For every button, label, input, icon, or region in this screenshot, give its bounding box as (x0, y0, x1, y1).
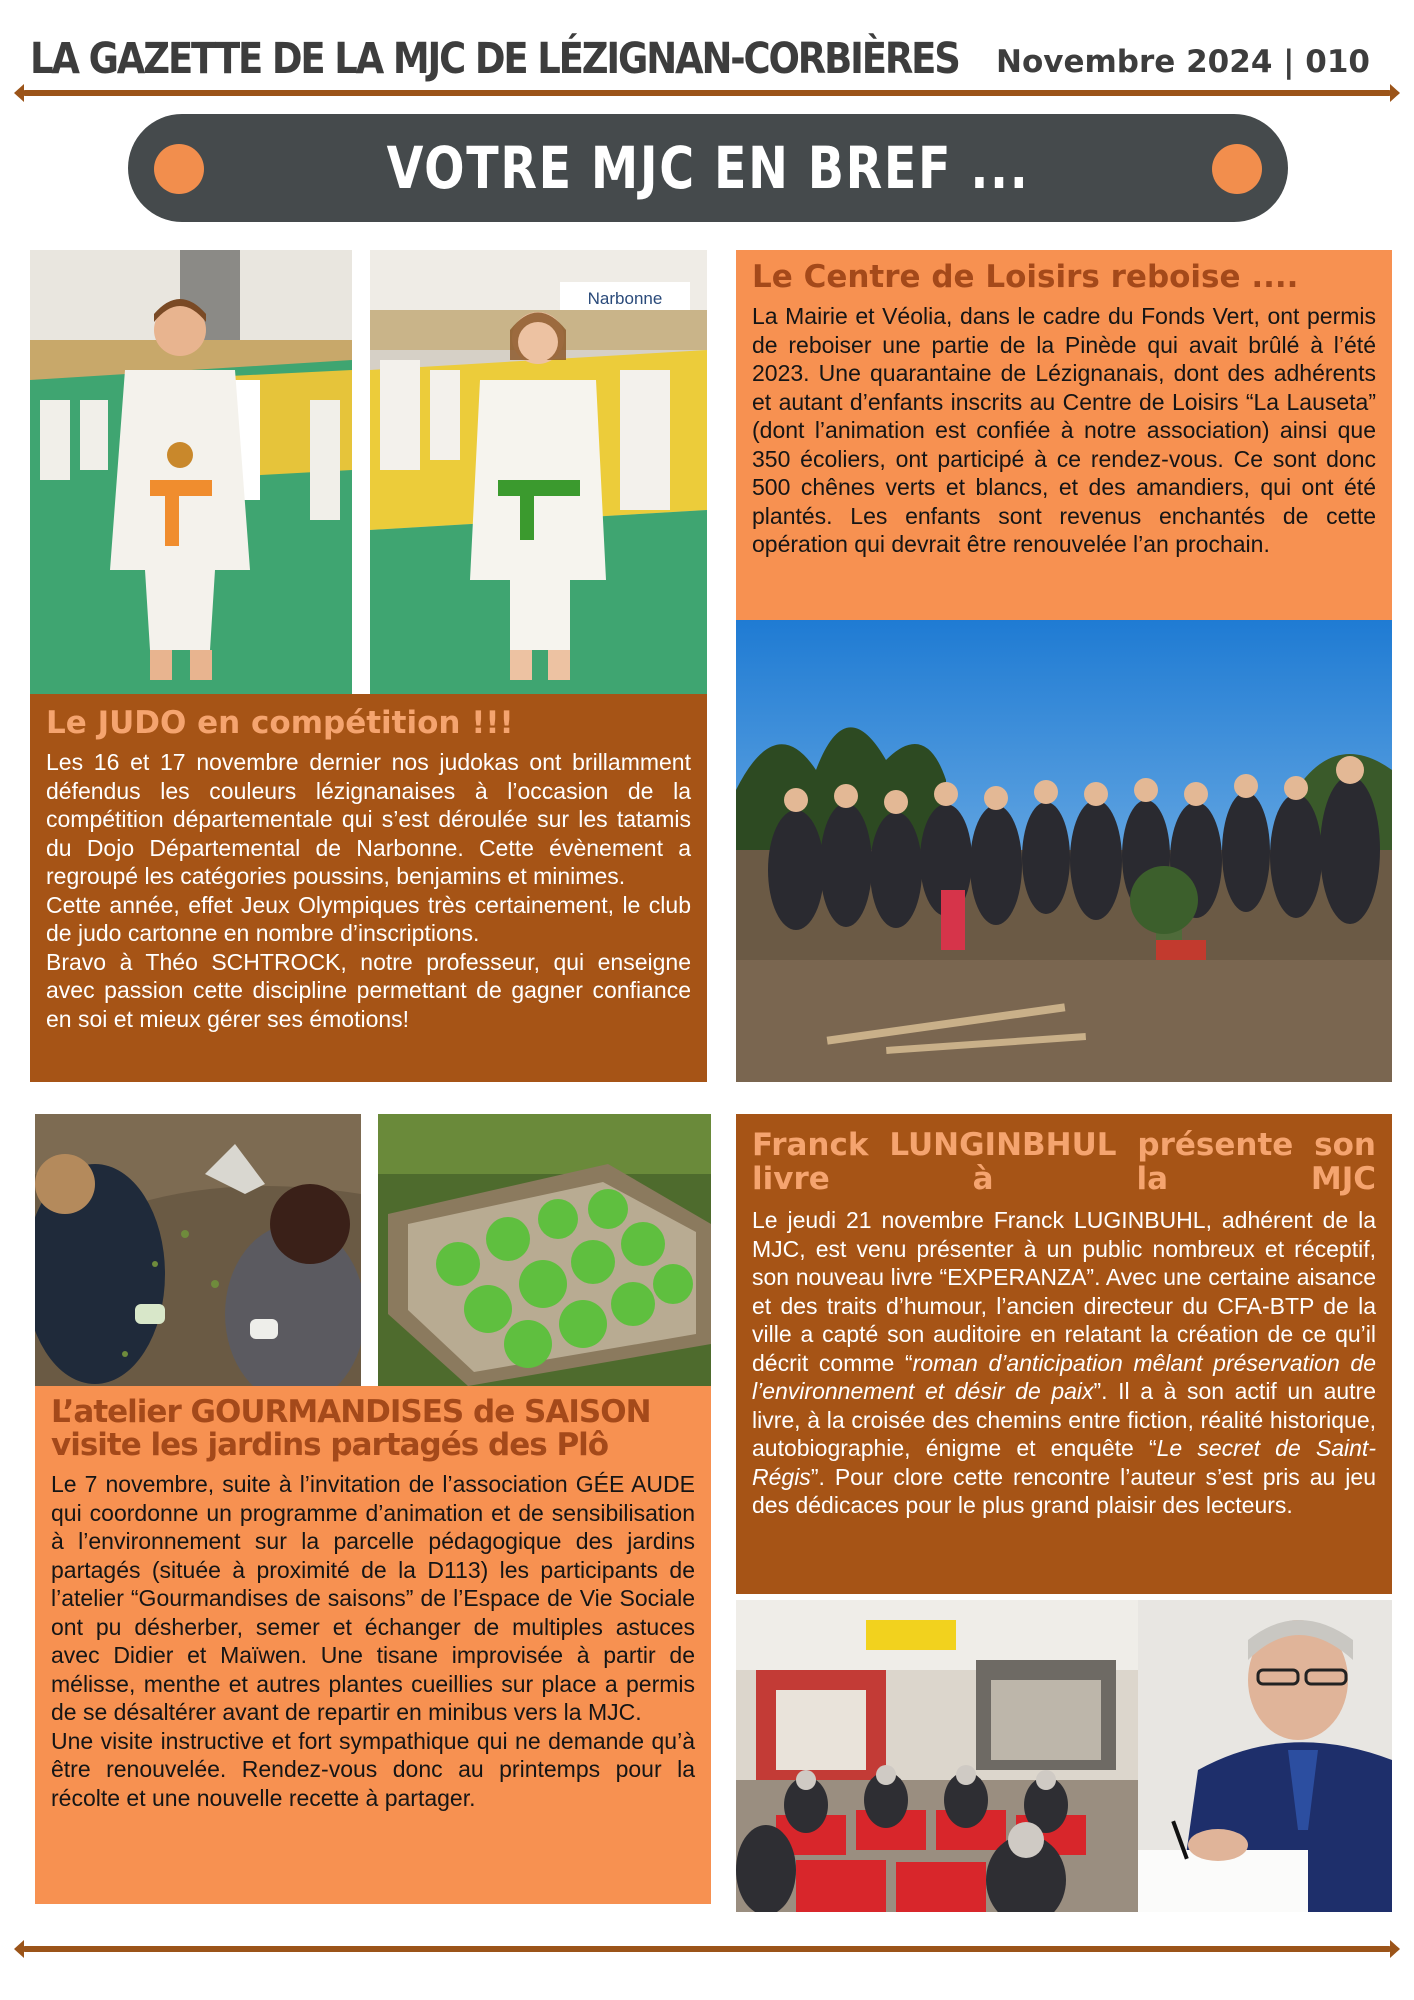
author-signing-photo (1138, 1600, 1392, 1912)
judo-paragraph: Bravo à Théo SCHTROCK, notre professeur, qui enseigne avec passion cette discipline permettant de gagner confiance en soi et mieux gérer ses émotions! (46, 948, 691, 1032)
book-presentation-audience-photo (736, 1600, 1138, 1912)
atelier-paragraph: Le 7 novembre, suite à l’invitation de l’association GÉE AUDE qui coordonne un programme d’animation et de sensibilisation à l’environnement sur la parcelle pédagogique des jardins partagés (située à proximité de la D113) les participants de l’atelier “Gourmandises de saisons” de l’Espace de Vie Sociale ont pu désherber, semer et échanger de multiples astuces avec Didier et Maïwen. Une tisane improvisée à partir de mélisse, menthe et autres plantes cueillies sur place a permis de se désaltérer avant de repartir en minibus vers la MJC. (51, 1471, 695, 1725)
franck-paragraph (752, 1206, 1376, 1520)
issue-date-number: Novembre 2024 | 010 (996, 44, 1370, 80)
masthead-title: LA GAZETTE DE LA MJC DE LÉZIGNAN-CORBIÈRES (30, 34, 959, 84)
atelier-article (35, 1386, 711, 1904)
loisirs-title: Le Centre de Loisirs reboise .... (752, 259, 1299, 295)
franck-quote-book: Le secret de Saint-Régis (752, 1435, 1376, 1490)
narbonne-sign: Narbonne (587, 289, 663, 308)
franck-article (736, 1114, 1392, 1594)
banner-left-dot (154, 144, 204, 194)
reforestation-group-photo (736, 620, 1392, 1082)
franck-title: Franck LUNGINBHUL présente son livre à la MJC (752, 1127, 1376, 1197)
loisirs-paragraph: La Mairie et Véolia, dans le cadre du Fonds Vert, ont permis de reboiser une partie de la Pinède qui avait brûlé à l’été 2023. Une quarantaine de Lézignanais, dont des adhérents et autant d’enfants inscrits au Centre de Loisirs “La Lauseta” (dont l’animation est confiée à notre association) ainsi que 350 écoliers, ont participé à ce rendez-vous. Ce sont donc 500 chênes verts et blancs, et des amandiers, qui ont été plantés. Les enfants sont revenus enchantés de cette opération qui devrait être renouvelée l’an prochain. (752, 303, 1376, 557)
loisirs-article (736, 250, 1392, 620)
judo-article (30, 694, 707, 1082)
banner-right-dot (1212, 144, 1262, 194)
garden-lettuce-bed-photo (378, 1114, 711, 1386)
franck-text-1: Le jeudi 21 novembre Franck LUGINBUHL, adhérent de la MJC, est venu présenter à un public nombreux et réceptif, son nouveau livre “EXPERANZA”. Avec une certaine aisance et des traits d’humour, l’ancien directeur du CFA-BTP de la ville a capté son auditoire en relatant la création de ce qu’il décrit comme “ (752, 1207, 1376, 1376)
franck-text-3: ”. Pour clore cette rencontre l’auteur s’est pris au jeu des dédicaces pour le plus grand plaisir des lecteurs. (752, 1463, 1376, 1518)
judo-photo-girl (370, 250, 707, 694)
franck-text-2: ”. Il a à son actif un autre livre, à la croisée des chemins entre fiction, réalité historique, autobiographie, énigme et enquête “ (752, 1378, 1376, 1461)
atelier-title: L’atelier GOURMANDISES de SAISON visite les jardins partagés des Plô (51, 1394, 651, 1463)
judo-photo-boy (30, 250, 352, 694)
section-banner (128, 114, 1288, 222)
judo-paragraph: Cette année, effet Jeux Olympiques très certainement, le club de judo cartonne en nombre d’inscriptions. (46, 891, 691, 946)
garden-weeding-photo (35, 1114, 361, 1386)
banner-title: VOTRE MJC EN BREF ... (386, 134, 1030, 202)
judo-title: Le JUDO en compétition !!! (46, 705, 514, 741)
footer-divider (22, 1946, 1392, 1952)
atelier-paragraph: Une visite instructive et fort sympathique qui ne demande qu’à être renouvelée. Rendez-vous donc au printemps pour la récolte et une nouvelle recette à partager. (51, 1727, 695, 1811)
judo-paragraph: Les 16 et 17 novembre dernier nos judokas ont brillamment défendus les couleurs lézignanaises à l’occasion de la compétition départementale qui s’est déroulée sur les tatamis du Dojo Départemental de Narbonne. Cette évènement a regroupé les catégories poussins, benjamins et minimes. (46, 749, 691, 889)
header-divider (22, 90, 1392, 96)
franck-quote-novel: roman d’anticipation mêlant préservation de l’environnement et désir de paix (752, 1349, 1376, 1404)
